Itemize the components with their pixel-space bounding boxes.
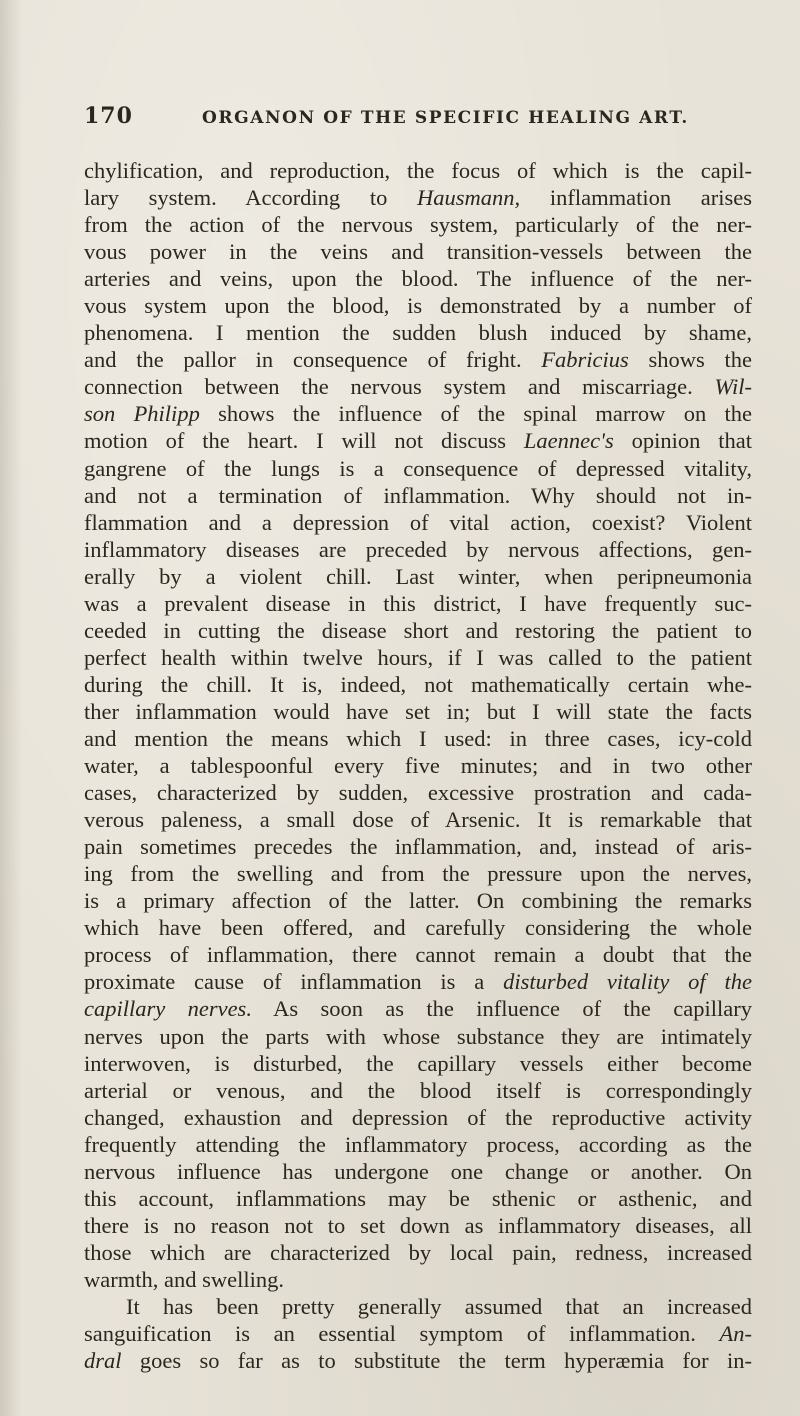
text-run: water, a tablespoonful every five minutes; and in two other <box>84 753 752 779</box>
text-run: frequently attending the inflammatory process, according as the <box>84 1131 752 1157</box>
text-run: during the chill. It is, indeed, not mathematically certain whe- <box>84 671 752 697</box>
text-line <box>84 752 752 779</box>
text-run: pain sometimes precedes the inflammation, and, instead of aris- <box>84 834 752 860</box>
text-run: those which are characterized by local pain, redness, increased <box>84 1239 752 1265</box>
text-run: this account, inflammations may be sthenic or asthenic, and <box>84 1185 752 1211</box>
text-line <box>84 184 752 211</box>
text-run: proximate cause of inflammation is a <box>84 969 504 995</box>
text-line <box>84 617 752 644</box>
text-line <box>84 914 752 941</box>
text-line <box>84 590 752 617</box>
text-line <box>84 779 752 806</box>
text-line <box>84 563 752 590</box>
text-run: It has been pretty generally assumed that an increased <box>126 1293 752 1319</box>
italic-text: Hausmann, <box>417 185 521 211</box>
text-run: goes so far as to substitute the term hyperæmia for in- <box>121 1348 752 1374</box>
text-run: nervous influence has undergone one change or another. On <box>84 1158 752 1184</box>
text-line <box>84 157 752 184</box>
text-line <box>84 455 752 482</box>
text-run: perfect health within twelve hours, if I was called to the patient <box>84 644 752 670</box>
text-line <box>84 1293 752 1320</box>
text-line <box>84 211 752 238</box>
text-line <box>84 968 752 995</box>
text-run: and not a termination of inflammation. Why should not in- <box>84 482 752 508</box>
text-line <box>84 671 752 698</box>
italic-text: An- <box>719 1321 752 1347</box>
text-line <box>84 265 752 292</box>
text-run: arteries and veins, upon the blood. The influence of the ner- <box>84 266 752 292</box>
text-line <box>84 887 752 914</box>
text-run: and mention the means which I used: in three cases, icy-cold <box>84 725 752 751</box>
text-line <box>84 995 752 1022</box>
text-line <box>84 427 752 454</box>
text-run: process of inflammation, there cannot remain a doubt that the <box>84 942 752 968</box>
text-line <box>84 1104 752 1131</box>
italic-text: son Philipp <box>84 401 200 427</box>
text-run: inflammation arises <box>520 185 752 211</box>
text-run: opinion that <box>613 428 752 454</box>
text-line <box>84 400 752 427</box>
text-run: interwoven, is disturbed, the capillary vessels either become <box>84 1050 752 1076</box>
text-run: phenomena. I mention the sudden blush induced by shame, <box>84 320 752 346</box>
text-line <box>84 1023 752 1050</box>
text-run: from the action of the nervous system, particularly of the ner- <box>84 212 752 238</box>
text-line <box>84 860 752 887</box>
text-run: is a primary affection of the latter. On combining the remarks <box>84 888 752 914</box>
text-run: inflammatory diseases are preceded by nervous affections, gen- <box>84 536 752 562</box>
text-run: ing from the swelling and from the pressure upon the nerves, <box>84 861 752 887</box>
text-run: changed, exhaustion and depression of the reproductive activity <box>84 1104 752 1130</box>
text-line <box>84 1131 752 1158</box>
text-run: ceeded in cutting the disease short and restoring the patient to <box>84 617 752 643</box>
text-line <box>84 1050 752 1077</box>
text-run: there is no reason not to set down as inflammatory diseases, all <box>84 1212 752 1238</box>
text-line <box>84 1347 752 1374</box>
text-run: and the pallor in consequence of fright. <box>84 347 542 373</box>
text-run: vous system upon the blood, is demonstrated by a number of <box>84 293 752 319</box>
text-line <box>84 941 752 968</box>
text-line <box>84 806 752 833</box>
text-line <box>84 1185 752 1212</box>
italic-text: Fabricius <box>541 347 629 373</box>
text-line <box>84 1212 752 1239</box>
text-run: vous power in the veins and transition-vessels between the <box>84 239 752 265</box>
text-line <box>84 319 752 346</box>
text-run: As soon as the influence of the capillary <box>251 996 752 1022</box>
italic-text: dral <box>84 1348 122 1374</box>
text-line <box>84 509 752 536</box>
text-run: connection between the nervous system and miscarriage. <box>84 374 715 400</box>
body-text <box>84 157 752 1374</box>
italic-text: disturbed vitality of the <box>503 969 752 995</box>
text-run: gangrene of the lungs is a consequence of depressed vitality, <box>84 455 752 481</box>
text-line <box>84 1158 752 1185</box>
italic-text: Wil- <box>714 374 752 400</box>
text-line <box>84 1266 752 1293</box>
text-line <box>84 238 752 265</box>
text-line <box>84 833 752 860</box>
text-line <box>84 536 752 563</box>
text-line <box>84 346 752 373</box>
text-run: lary system. According to <box>84 185 418 211</box>
text-line <box>84 292 752 319</box>
text-run: ther inflammation would have set in; but I will state the facts <box>84 698 752 724</box>
text-run: sanguification is an essential symptom of inflammation. <box>84 1321 720 1347</box>
text-line <box>84 698 752 725</box>
text-run: cases, characterized by sudden, excessive prostration and cada- <box>84 780 752 806</box>
text-run: flammation and a depression of vital action, coexist? Violent <box>84 509 752 535</box>
page-number: 170 <box>84 103 133 129</box>
text-run: nerves upon the parts with whose substance they are intimately <box>84 1023 752 1049</box>
text-run: shows the influence of the spinal marrow on the <box>199 401 753 427</box>
text-run: motion of the heart. I will not discuss <box>84 428 524 454</box>
text-run: arterial or venous, and the blood itself is correspondingly <box>84 1077 752 1103</box>
running-head <box>84 103 752 143</box>
text-run: which have been offered, and carefully considering the whole <box>84 915 752 941</box>
text-run: verous paleness, a small dose of Arsenic. It is remarkable that <box>84 807 752 833</box>
text-run: chylification, and reproduction, the focus of which is the capil- <box>84 158 752 183</box>
text-line <box>84 1077 752 1104</box>
text-line <box>84 644 752 671</box>
text-run: warmth, and swelling. <box>84 1266 284 1292</box>
text-run: shows the <box>628 347 752 373</box>
text-line <box>84 373 752 400</box>
italic-text: Laennec's <box>523 428 614 454</box>
text-line <box>84 1239 752 1266</box>
running-title: ORGANON OF THE SPECIFIC HEALING ART. <box>202 108 689 128</box>
text-line <box>84 1320 752 1347</box>
text-line <box>84 482 752 509</box>
italic-text: capillary nerves. <box>84 996 252 1022</box>
text-run: erally by a violent chill. Last winter, when peripneumonia <box>84 563 752 589</box>
text-run: was a prevalent disease in this district, I have frequently suc- <box>84 590 752 616</box>
text-line <box>84 725 752 752</box>
